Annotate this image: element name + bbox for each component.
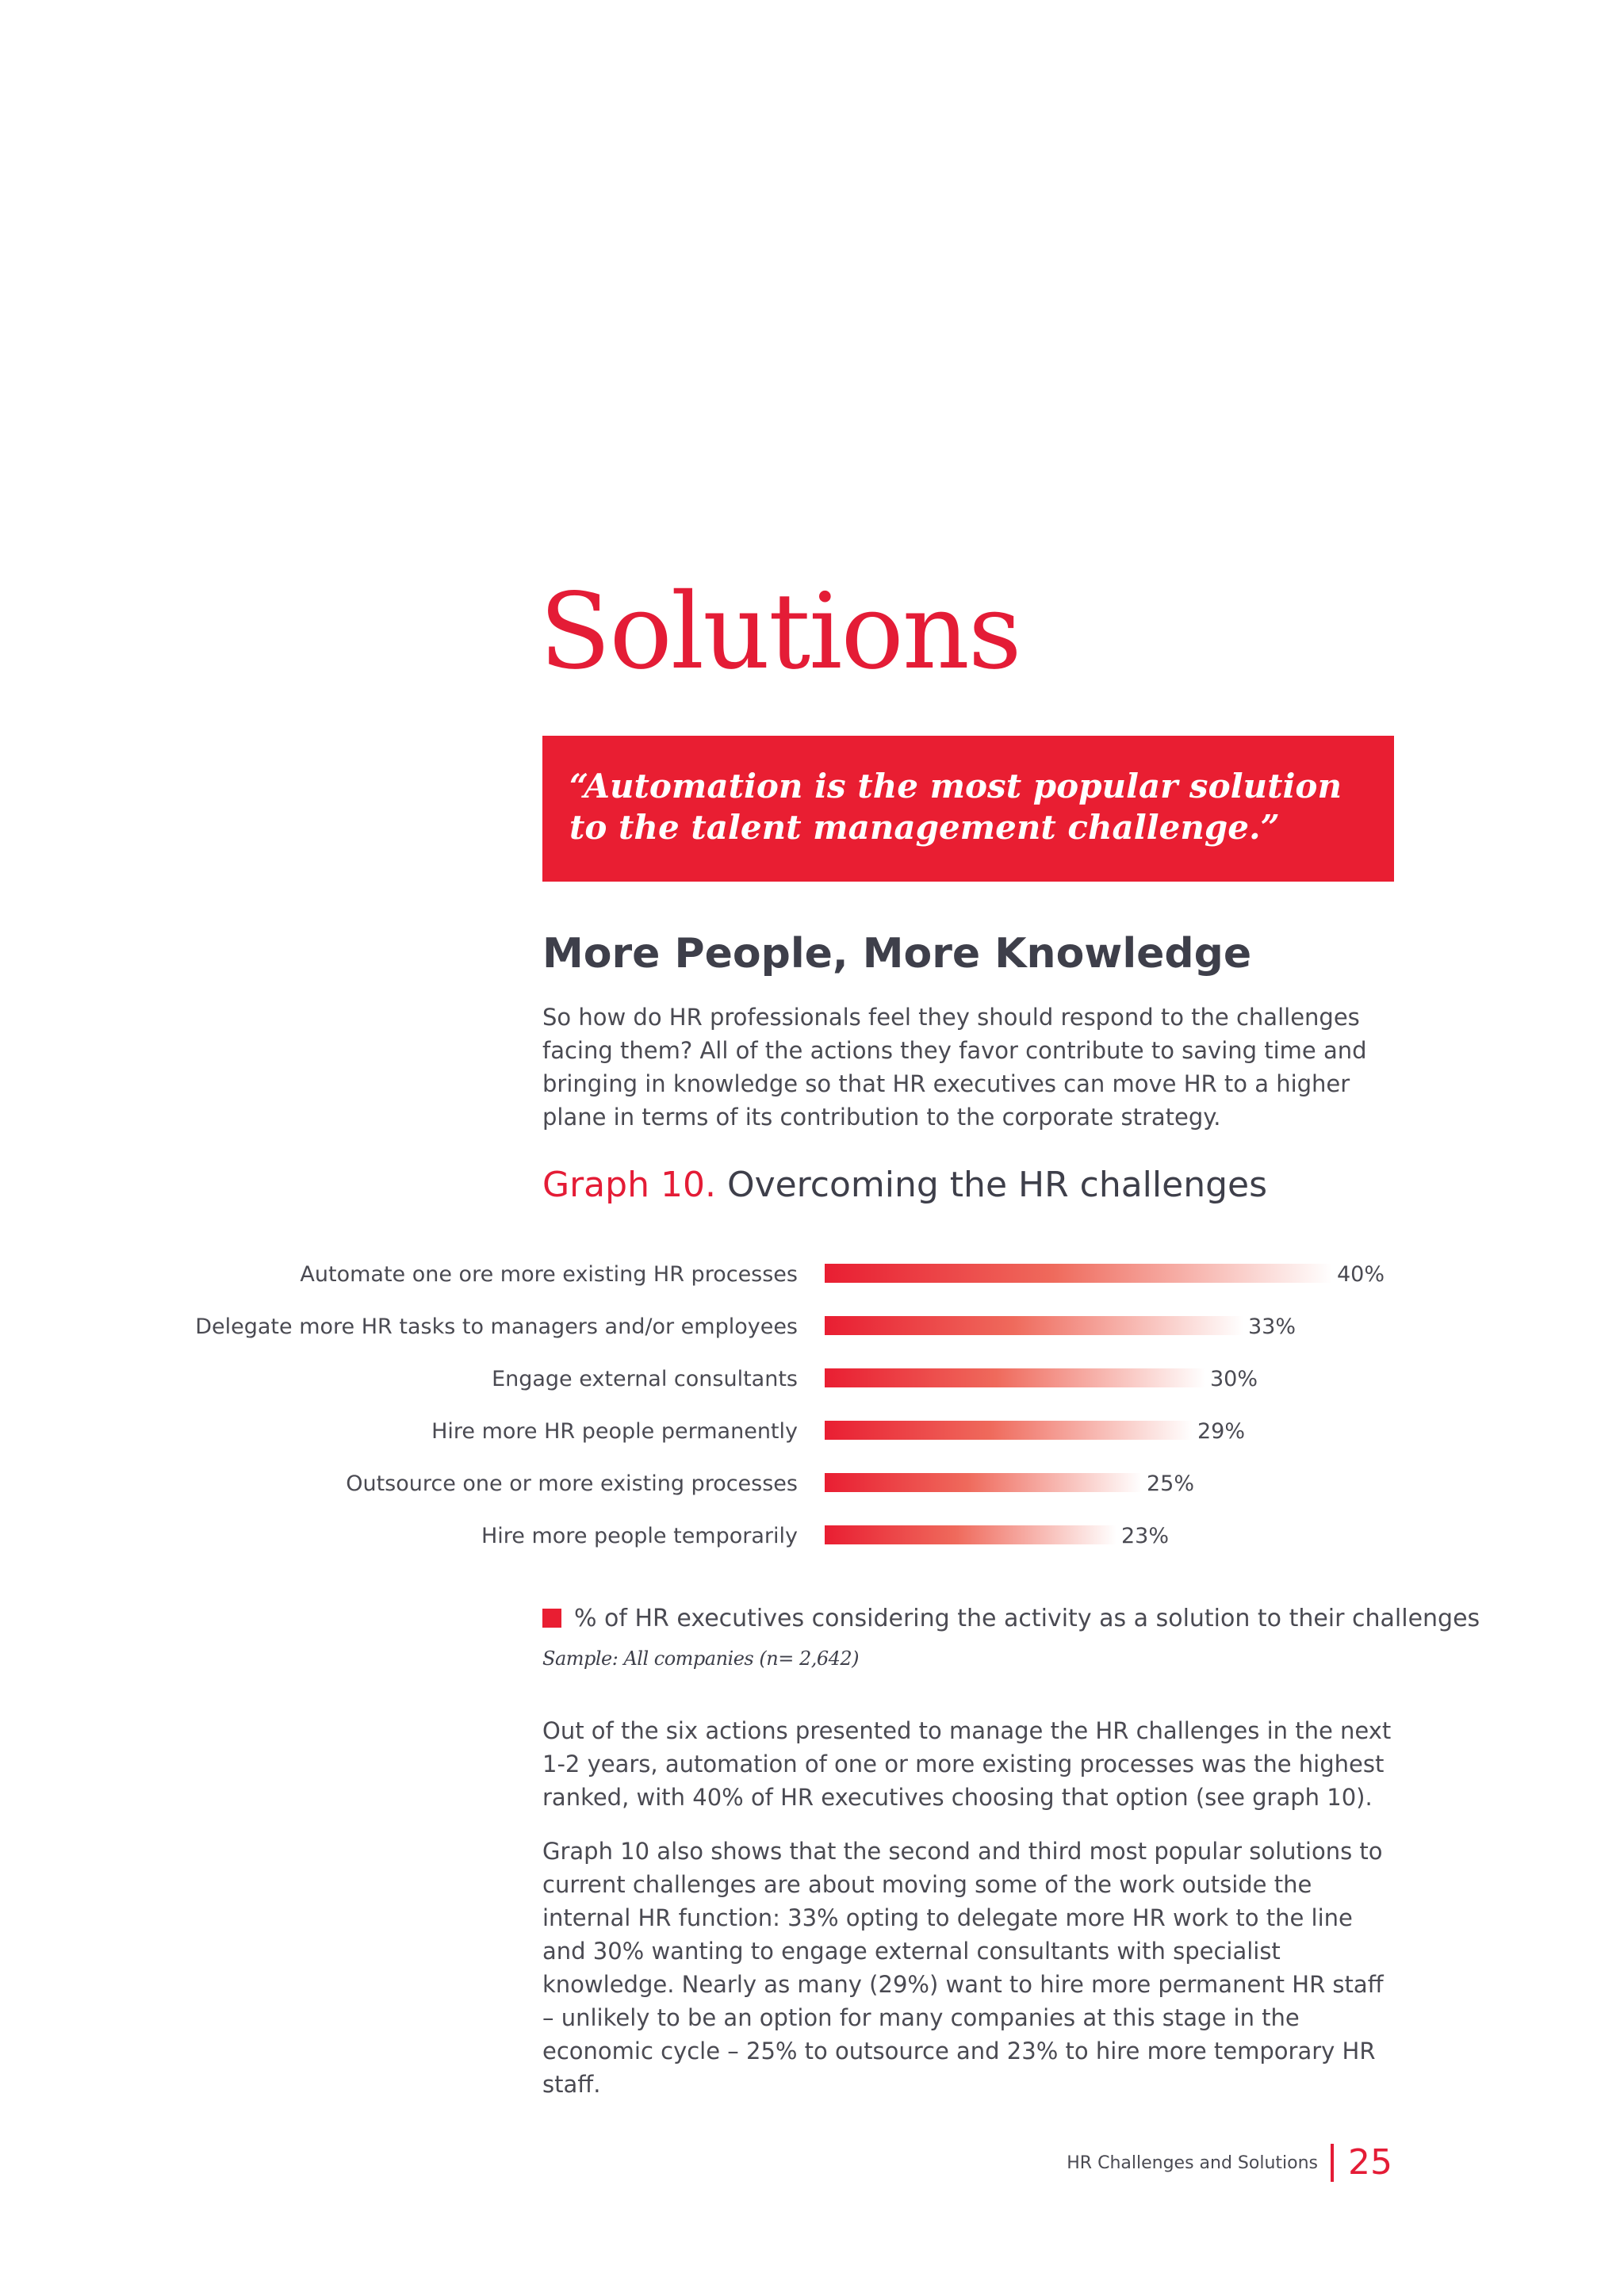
graph-title-number: Graph 10. xyxy=(542,1165,716,1205)
bar xyxy=(825,1368,1205,1387)
footer-separator xyxy=(1331,2144,1334,2182)
legend-swatch xyxy=(542,1609,561,1628)
value-label: 40% xyxy=(1337,1262,1385,1287)
pull-quote-text: “Automation is the most popular solution to the talent management challenge.” xyxy=(569,767,1342,847)
pull-quote-box xyxy=(542,736,1394,882)
chart-bars-group xyxy=(195,1262,1385,1548)
bar xyxy=(825,1421,1193,1440)
body-paragraph-2: Graph 10 also shows that the second and third most popular solutions to current challenges are about moving some of the work outside the internal HR function: 33% opting to delegate more HR work to the line and 30% wanting to engage external consultants with specialist knowledge. Nearly as many (29%) want to hire more permanent HR staff – unlikely to be an option for many companies at this stage in the economic cycle – 25% to outsource and 23% to hire more temporary HR staff. xyxy=(542,1838,1384,2098)
intro-paragraph: So how do HR professionals feel they should respond to the challenges facing them? All of the actions they favor contribute to saving time and bringing in knowledge so that HR executives can move HR to a higher plane in terms of its contribution to the corporate strategy. xyxy=(542,1004,1367,1131)
bar xyxy=(825,1525,1116,1544)
section-heading: More People, More Knowledge xyxy=(542,930,1252,978)
bar-chart xyxy=(0,1245,1624,1570)
value-label: 29% xyxy=(1197,1419,1246,1444)
footer-label: HR Challenges and Solutions xyxy=(1067,2152,1318,2173)
body-paragraph-1: Out of the six actions presented to manage the HR challenges in the next 1-2 years, automation of one or more existing processes was the highest ranked, with 40% of HR executives choosing that option (see graph 10). xyxy=(542,1717,1392,1811)
category-label: Delegate more HR tasks to managers and/or employees xyxy=(195,1314,798,1339)
sample-note: Sample: All companies (n= 2,642) xyxy=(542,1647,860,1670)
graph-title-text: Overcoming the HR challenges xyxy=(726,1165,1268,1205)
bar xyxy=(825,1473,1142,1492)
chart-legend xyxy=(542,1601,1480,1636)
category-label: Outsource one or more existing processes xyxy=(346,1471,798,1496)
page-title: Solutions xyxy=(539,571,1021,693)
value-label: 33% xyxy=(1248,1314,1297,1339)
page-number: 25 xyxy=(1348,2142,1392,2183)
category-label: Hire more people temporarily xyxy=(481,1524,798,1548)
bar xyxy=(825,1264,1332,1283)
value-label: 25% xyxy=(1147,1471,1195,1496)
category-label: Engage external consultants xyxy=(492,1367,798,1391)
graph-title xyxy=(542,1162,1267,1208)
bar xyxy=(825,1316,1243,1335)
category-label: Hire more HR people permanently xyxy=(431,1419,798,1444)
category-label: Automate one ore more existing HR processes xyxy=(300,1262,798,1287)
value-label: 23% xyxy=(1121,1524,1170,1548)
page-footer xyxy=(1067,2141,1392,2185)
legend-label: % of HR executives considering the activity as a solution to their challenges xyxy=(574,1605,1480,1632)
value-label: 30% xyxy=(1210,1367,1258,1391)
